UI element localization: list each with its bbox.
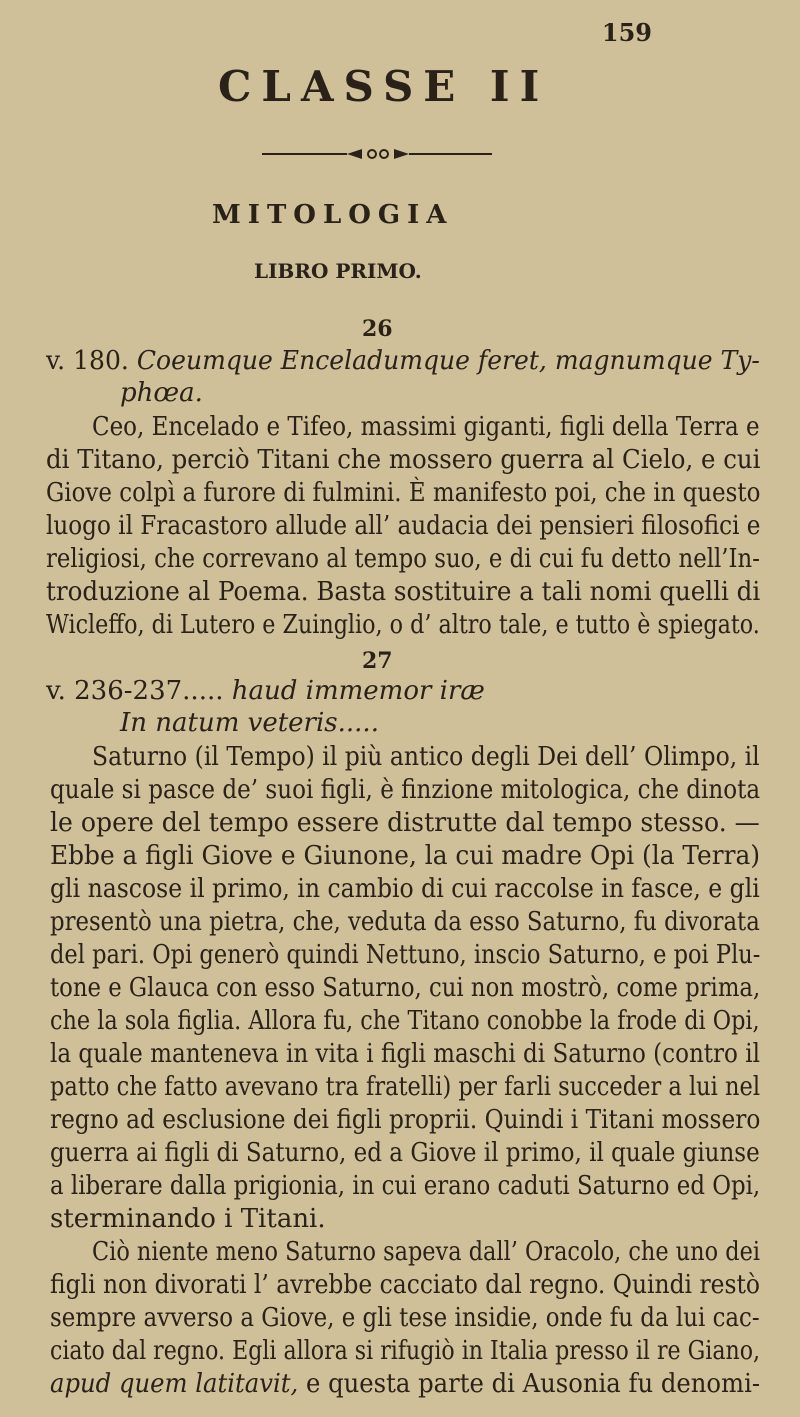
- body-line: figli non divorati l’ avrebbe cacciato dal regno. Quindi restò: [50, 1270, 760, 1300]
- body-line: Saturno (il Tempo) il più antico degli Dei dell’ Olimpo, il: [92, 742, 760, 772]
- latin-quote: haud immemor iræ: [231, 676, 485, 706]
- body-line: sterminando i Titani.: [50, 1204, 326, 1234]
- body-line: tone e Glauca con esso Saturno, cui non mostrò, come prima,: [50, 973, 761, 1003]
- body-line: Ceo, Encelado e Tifeo, massimi giganti, figli della Terra e: [92, 412, 760, 442]
- body-line-final: [50, 1367, 760, 1401]
- note-number: 26: [362, 316, 393, 342]
- body-text: e questa parte di Ausonia fu denomi-: [298, 1369, 761, 1399]
- latin-quote-continuation: [120, 706, 379, 740]
- verse-reference: v. 236-237.....: [46, 676, 224, 706]
- body-line: quale si pasce de’ suoi figli, è finzione mitologica, che dinota: [50, 775, 761, 805]
- latin-phrase: apud quem latitavit,: [50, 1369, 299, 1399]
- body-line: guerra ai figli di Saturno, ed a Giove il primo, il quale giunse: [50, 1138, 760, 1168]
- page-number: 159: [601, 18, 652, 47]
- note-number: 27: [362, 648, 393, 674]
- body-line: regno ad esclusione dei figli proprii. Quindi i Titani mossero: [50, 1105, 761, 1135]
- latin-quote: Coeumque Enceladumque feret, magnumque Ty-: [136, 346, 760, 376]
- body-line: Giove colpì a furore di fulmini. È manifesto poi, che in questo: [46, 478, 761, 508]
- body-line: troduzione al Poema. Basta sostituire a tali nomi quelli di: [46, 577, 761, 607]
- body-line: luogo il Fracastoro allude all’ audacia dei pensieri filosofici e: [46, 511, 761, 541]
- body-line: gli nascose il primo, in cambio di cui raccolse in fasce, e gli: [50, 874, 760, 904]
- body-line: presentò una pietra, che, veduta da esso Saturno, fu divorata: [50, 907, 760, 937]
- note-heading: [46, 344, 760, 378]
- body-line: la quale manteneva in vita i figli maschi di Saturno (contro il: [50, 1039, 761, 1069]
- ornament-rule-icon: [262, 147, 492, 161]
- chapter-header: CLASSE II: [218, 62, 550, 111]
- subsection-title: LIBRO PRIMO.: [254, 259, 422, 283]
- body-line: le opere del tempo essere distrutte dal tempo stesso. —: [50, 808, 760, 838]
- body-line: a liberare dalla prigionia, in cui erano caduti Saturno ed Opi,: [50, 1171, 761, 1201]
- body-line: sempre avverso a Giove, e gli tese insidie, onde fu da lui cac-: [50, 1303, 760, 1333]
- latin-quote-text: In natum veteris.....: [120, 708, 379, 738]
- body-line: del pari. Opi generò quindi Nettuno, inscio Saturno, e poi Plu-: [50, 940, 761, 970]
- note-heading: [46, 674, 485, 708]
- latin-quote-continuation: [120, 376, 203, 410]
- body-line: di Titano, perciò Titani che mossero guerra al Cielo, e cui: [46, 445, 761, 475]
- section-title: MITOLOGIA: [212, 200, 454, 230]
- body-line: Ciò niente meno Saturno sapeva dall’ Oracolo, che uno dei: [92, 1237, 760, 1267]
- body-line: Wicleffo, di Lutero e Zuinglio, o d’ altro tale, e tutto è spiegato.: [46, 610, 760, 640]
- body-line: patto che fatto avevano tra fratelli) per farli succeder a lui nel: [50, 1072, 761, 1102]
- body-line: religiosi, che correvano al tempo suo, e di cui fu detto nell’In-: [46, 544, 760, 574]
- verse-reference: v. 180.: [46, 346, 129, 376]
- body-line: che la sola figlia. Allora fu, che Titano conobbe la frode di Opi,: [50, 1006, 760, 1036]
- body-line: ciato dal regno. Egli allora si rifugiò in Italia presso il re Giano,: [50, 1336, 761, 1366]
- latin-quote-text: phœa.: [120, 378, 203, 408]
- body-line: Ebbe a figli Giove e Giunone, la cui madre Opi (la Terra): [50, 841, 761, 871]
